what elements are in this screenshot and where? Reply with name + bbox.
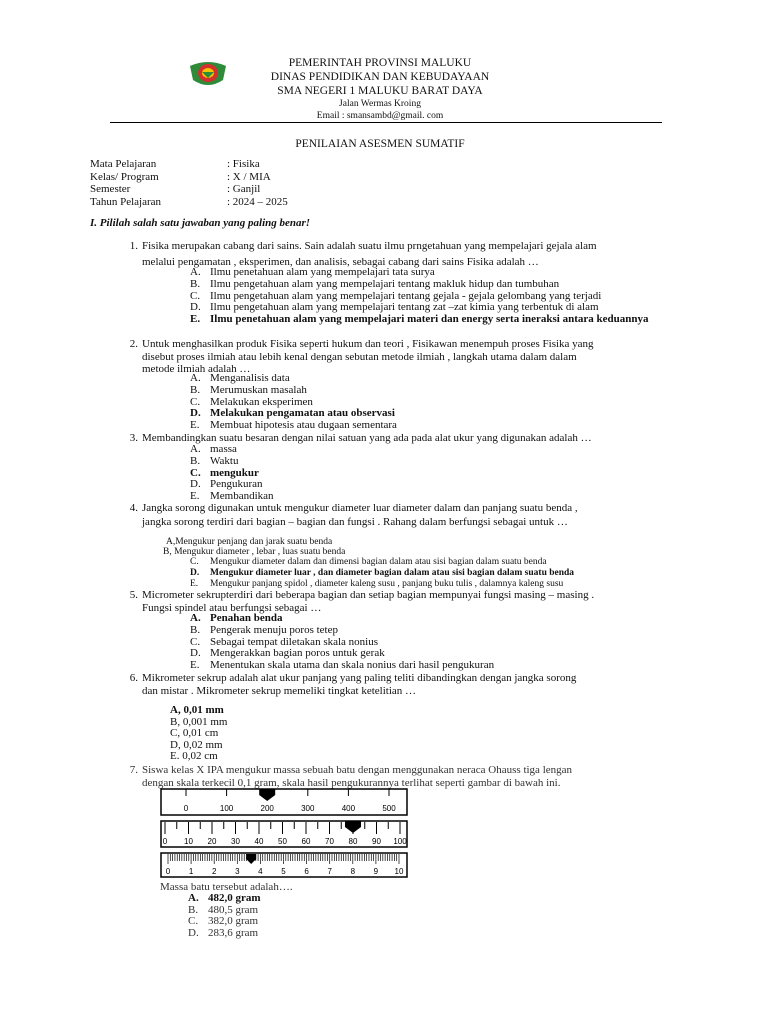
tick-label: 90 bbox=[372, 837, 381, 846]
question-5-options bbox=[190, 613, 680, 672]
option[interactable]: B. 480,5 gram bbox=[188, 903, 259, 916]
option[interactable]: A. massa bbox=[190, 443, 237, 455]
tick-label: 80 bbox=[348, 837, 358, 846]
option[interactable]: D, 0,02 mm bbox=[170, 738, 223, 751]
meta-row: Tahun Pelajaran : 2024 – 2025 bbox=[90, 195, 288, 208]
meta-block bbox=[90, 158, 288, 208]
option[interactable]: A,Mengukur penjang dan jarak suatu benda bbox=[166, 537, 333, 547]
question-6-options bbox=[170, 705, 227, 763]
option-correct[interactable]: C. mengukur bbox=[190, 466, 259, 479]
tick-label: 2 bbox=[211, 867, 217, 876]
option[interactable]: A. Ilmu penetahuan alam yang mempelajari tata surya bbox=[190, 266, 435, 278]
option[interactable]: E. 0,02 cm bbox=[170, 750, 218, 763]
option-correct[interactable]: D. Mengukur diameter luar , dan diameter bagian dalam atau sisi bagian dalam suatu benda bbox=[190, 568, 575, 578]
tick-label: 500 bbox=[382, 804, 396, 813]
tick-label: 5 bbox=[281, 867, 286, 876]
option[interactable]: E. Menentukan skala utama dan skala nonius dari hasil pengukuran bbox=[190, 659, 495, 672]
option[interactable]: E. Membandikan bbox=[190, 490, 274, 503]
tick-label: 400 bbox=[341, 804, 356, 813]
option[interactable]: E. Mengukur panjang spidol , diameter kaleng susu , panjang buku tulis , dalamnya kaleng susu bbox=[190, 579, 564, 589]
ohauss-balance-scales bbox=[160, 787, 410, 879]
header-line2: DINAS PENDIDIKAN DAN KEBUDAYAAN bbox=[270, 71, 490, 83]
option[interactable]: C. Ilmu pengetahuan alam yang mempelajari tentang gejala - gejala gelombang yang terjadi bbox=[190, 289, 602, 302]
tick-label: 10 bbox=[184, 837, 193, 846]
option[interactable]: B, 0,001 mm bbox=[170, 715, 228, 728]
option[interactable]: A. Menganalisis data bbox=[190, 372, 290, 384]
beam-units bbox=[161, 853, 407, 877]
option-correct[interactable]: A. 482,0 gram bbox=[188, 892, 261, 904]
header-line3: SMA NEGERI 1 MALUKU BARAT DAYA bbox=[277, 85, 483, 97]
tick-label: 6 bbox=[304, 867, 309, 876]
question-4: 4. Jangka sorong digunakan untuk mengukur diameter luar diameter dalam dan panjang suatu benda , jangka sorong terdiri dari bagian – bagian dan fungsi . Rahang dalam berfungsi sebagai untuk … bbox=[129, 502, 578, 528]
question-7-prompt: Massa batu tersebut adalah…. bbox=[160, 881, 293, 893]
header-email: Email : smansambd@gmail. com bbox=[316, 111, 444, 121]
page-title: PENILAIAN ASESMEN SUMATIF bbox=[295, 138, 465, 150]
option-correct[interactable]: A. Penahan benda bbox=[190, 612, 283, 624]
question-3-options bbox=[190, 444, 680, 503]
header-line1: PEMERINTAH PROVINSI MALUKU bbox=[288, 57, 472, 69]
tick-label: 8 bbox=[350, 867, 356, 876]
option[interactable]: D. Mengerakkan bagian poros untuk gerak bbox=[190, 647, 385, 660]
option[interactable]: C. Melakukan eksperimen bbox=[190, 395, 313, 408]
option[interactable]: D. Pengukuran bbox=[190, 478, 263, 491]
meta-row: Kelas/ Program : X / MIA bbox=[90, 170, 271, 183]
question-3: 3. Membandingkan suatu besaran dengan nilai satuan yang ada pada alat ukur yang digunakan adalah … bbox=[129, 432, 592, 444]
tick-label: 3 bbox=[235, 867, 240, 876]
tick-label: 100 bbox=[393, 837, 407, 846]
tick-label: 4 bbox=[258, 867, 263, 876]
tick-label: 7 bbox=[327, 867, 332, 876]
tick-label: 10 bbox=[394, 867, 404, 876]
option[interactable]: C. Sebagai tempat diletakan skala nonius bbox=[190, 635, 379, 648]
meta-row: Mata Pelajaran : Fisika bbox=[90, 158, 260, 170]
question-1: 1. Fisika merupakan cabang dari sains. Sain adalah suatu ilmu prngetahuan yang mempelajari gejala alam melalui pengamatan , eksperimen, dan analisis, sebagai cabang dari sains Fisika adalah … bbox=[129, 240, 597, 268]
question-2-options bbox=[190, 373, 680, 432]
tick-label: 100 bbox=[219, 804, 234, 813]
option[interactable]: E. Membuat hipotesis atau dugaan sementara bbox=[190, 419, 397, 432]
option[interactable]: C. 382,0 gram bbox=[188, 915, 259, 928]
header-divider bbox=[110, 122, 662, 123]
option[interactable]: B. Merumuskan masalah bbox=[190, 383, 307, 396]
question-6: 6. Mikrometer sekrup adalah alat ukur panjang yang paling teliti dibandingkan dengan jangka sorong dan mistar . Mikrometer sekrup memeliki tingkat ketelitian … bbox=[129, 672, 577, 697]
tick-label: 9 bbox=[373, 867, 379, 876]
tick-label: 40 bbox=[254, 837, 264, 846]
tick-label: 20 bbox=[207, 837, 217, 846]
option[interactable]: B, Mengukur diameter , lebar , luas suatu benda bbox=[163, 547, 346, 557]
tick-label: 70 bbox=[325, 837, 334, 846]
instruction: I. Pililah salah satu jawaban yang paling benar! bbox=[90, 217, 311, 229]
tick-label: 0 bbox=[183, 804, 189, 813]
meta-row: Semester : Ganjil bbox=[90, 183, 261, 195]
tick-label: 1 bbox=[188, 867, 194, 876]
option[interactable]: B. Ilmu pengetahuan alam yang mempelajari tentang makluk hidup dan tumbuhan bbox=[190, 277, 560, 290]
tick-label: 30 bbox=[231, 837, 240, 846]
question-5: 5. Micrometer sekrupterdiri dari beberapa bagian dan setiap bagian mempunyai fungsi masing – masing . Fungsi spindel atau berfungsi sebagai … bbox=[129, 589, 595, 614]
tick-label: 300 bbox=[301, 804, 315, 813]
beam-hundreds bbox=[161, 789, 407, 815]
tick-label: 0 bbox=[162, 837, 168, 846]
option-correct[interactable]: E. Ilmu penetahuan alam yang mempelajari materi dan energy serta ineraksi antara keduannya bbox=[190, 313, 649, 326]
option[interactable]: B. Waktu bbox=[190, 454, 239, 467]
question-1-options bbox=[190, 267, 680, 326]
option[interactable]: D. 283,6 gram bbox=[188, 926, 259, 939]
tick-label: 200 bbox=[260, 804, 274, 813]
option[interactable]: B. Pengerak menuju poros tetep bbox=[190, 623, 338, 636]
option-correct[interactable]: D. Melakukan pengamatan atau observasi bbox=[190, 407, 395, 420]
question-2: 2. Untuk menghasilkan produk Fisika seperti hukum dan teori , Fisikawan menempuh proses Fisika yang disebut proses ilmiah atau lebih kenal dengan sebutan metode ilmiah , langkah utama dalam dalam metode ilmiah adalah … bbox=[129, 338, 594, 375]
question-7: 7. Siswa kelas X IPA mengukur massa sebuah batu dengan menggunakan neraca Ohauss tiga lengan dengan skala terkecil 0,1 gram, skala hasil pengukurannya terlihat seperti gambar di bawah ini. bbox=[129, 764, 573, 789]
option-correct[interactable]: A, 0,01 mm bbox=[170, 704, 224, 716]
tick-label: 0 bbox=[165, 867, 171, 876]
question-4-options bbox=[190, 557, 680, 590]
header-address: Jalan Wermas Kroing bbox=[339, 99, 421, 109]
option[interactable]: C. Mengukur diameter dalam dan dimensi bagian dalam atau sisi bagian dalam suatu benda bbox=[190, 557, 547, 567]
tick-label: 60 bbox=[301, 837, 311, 846]
question-7-options bbox=[188, 893, 678, 939]
option[interactable]: D. Ilmu pengetahuan alam yang mempelajari tentang zat –zat kimia yang terbentuk di alam bbox=[190, 301, 599, 314]
beam-tens bbox=[161, 821, 407, 847]
tick-label: 50 bbox=[278, 837, 287, 846]
option[interactable]: C, 0,01 cm bbox=[170, 727, 219, 740]
